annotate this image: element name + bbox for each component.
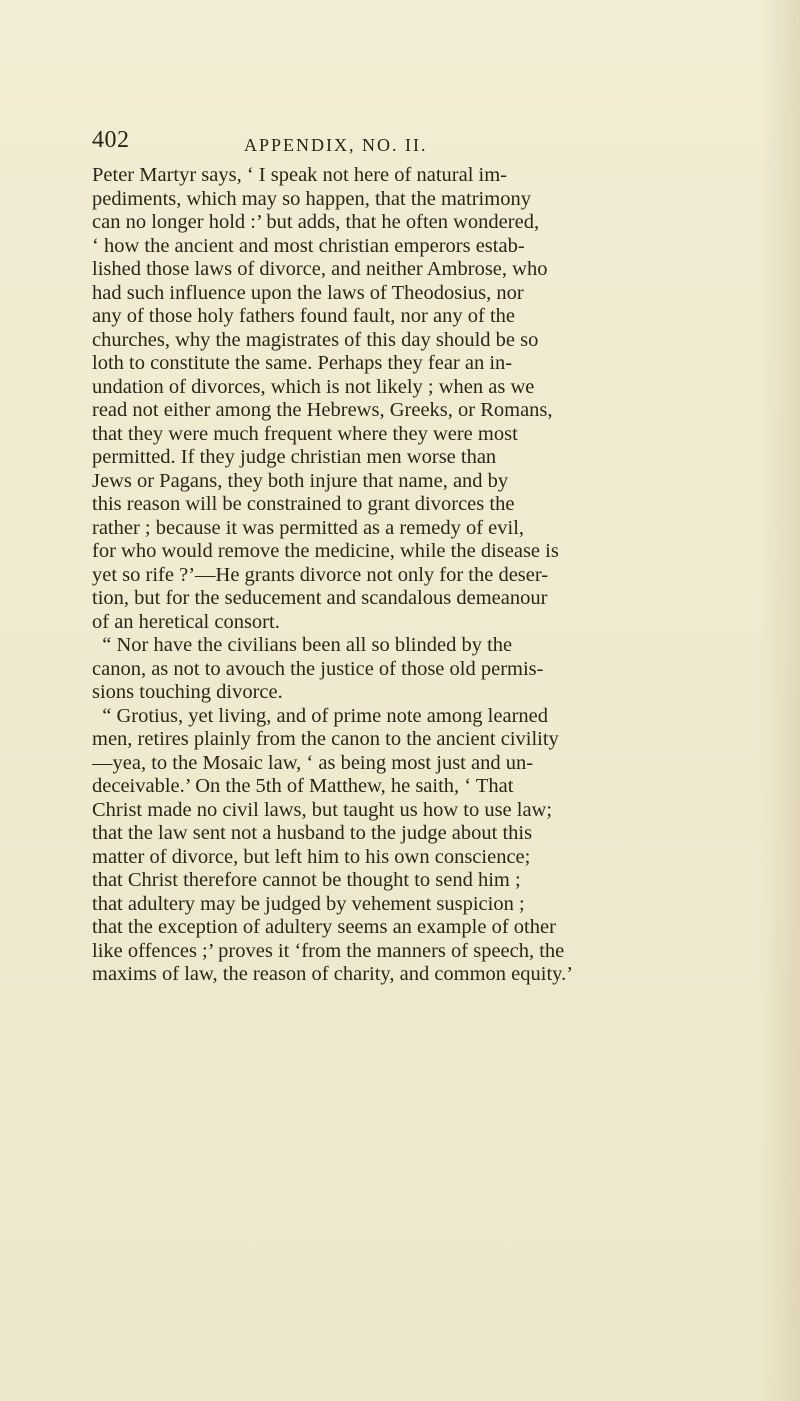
text-line: like offences ;’ proves it ‘from the manners of speech, the — [92, 939, 565, 962]
text-line: undation of divorces, which is not likely ; when as we — [92, 375, 535, 398]
text-line: “ Nor have the civilians been all so blinded by the — [92, 634, 513, 656]
text-line: read not either among the Hebrews, Greeks, or Romans, — [92, 399, 553, 421]
text-line: that the exception of adultery seems an example of other — [92, 916, 556, 938]
text-line: deceivable.’ On the 5th of Matthew, he saith, ‘ That — [92, 775, 514, 797]
text-line: that Christ therefore cannot be thought to send him ; — [92, 869, 521, 891]
text-line: rather ; because it was permitted as a remedy of evil, — [92, 516, 525, 539]
text-line: that adultery may be judged by vehement suspicion ; — [92, 892, 525, 915]
text-line: permitted. If they judge christian men worse than — [92, 446, 497, 468]
text-line: loth to constitute the same. Perhaps they fear an in- — [92, 352, 513, 374]
text-line: had such influence upon the laws of Theodosius, nor — [92, 281, 524, 304]
text-line: can no longer hold :’ but adds, that he often wondered, — [92, 211, 540, 233]
body-text — [92, 164, 720, 987]
text-line: tion, but for the seducement and scandalous demeanour — [92, 587, 548, 609]
text-line: that the law sent not a husband to the judge about this — [92, 822, 533, 844]
text-line: for who would remove the medicine, while the disease is — [92, 540, 559, 562]
text-line: this reason will be constrained to grant divorces the — [92, 493, 515, 515]
text-line: any of those holy fathers found fault, nor any of the — [92, 305, 515, 327]
text-line: Jews or Pagans, they both injure that name, and by — [92, 469, 509, 492]
text-line: “ Grotius, yet living, and of prime note among learned — [92, 704, 549, 727]
text-line: Peter Martyr says, ‘ I speak not here of natural im- — [92, 164, 507, 186]
text-line: sions touching divorce. — [92, 681, 283, 703]
text-line: men, retires plainly from the canon to the ancient civility — [92, 728, 559, 750]
text-line: pediments, which may so happen, that the matrimony — [92, 187, 531, 210]
text-line: matter of divorce, but left him to his own conscience; — [92, 845, 531, 868]
page-number: 402 — [92, 127, 130, 153]
text-line: canon, as not to avouch the justice of those old permis- — [92, 657, 544, 680]
running-head: APPENDIX, NO. II. — [244, 135, 428, 155]
text-line: churches, why the magistrates of this day should be so — [92, 328, 539, 351]
text-line: of an heretical consort. — [92, 610, 280, 633]
text-line: —yea, to the Mosaic law, ‘ as being most just and un- — [92, 751, 534, 774]
text-line: Christ made no civil laws, but taught us how to use law; — [92, 798, 553, 821]
text-line: lished those laws of divorce, and neither Ambrose, who — [92, 258, 548, 280]
text-line: maxims of law, the reason of charity, and common equity.’ — [92, 963, 574, 985]
text-line: ‘ how the ancient and most christian emperors estab- — [92, 234, 525, 257]
text-line: that they were much frequent where they were most — [92, 422, 518, 445]
text-line: yet so rife ?’—He grants divorce not only for the deser- — [92, 563, 549, 586]
